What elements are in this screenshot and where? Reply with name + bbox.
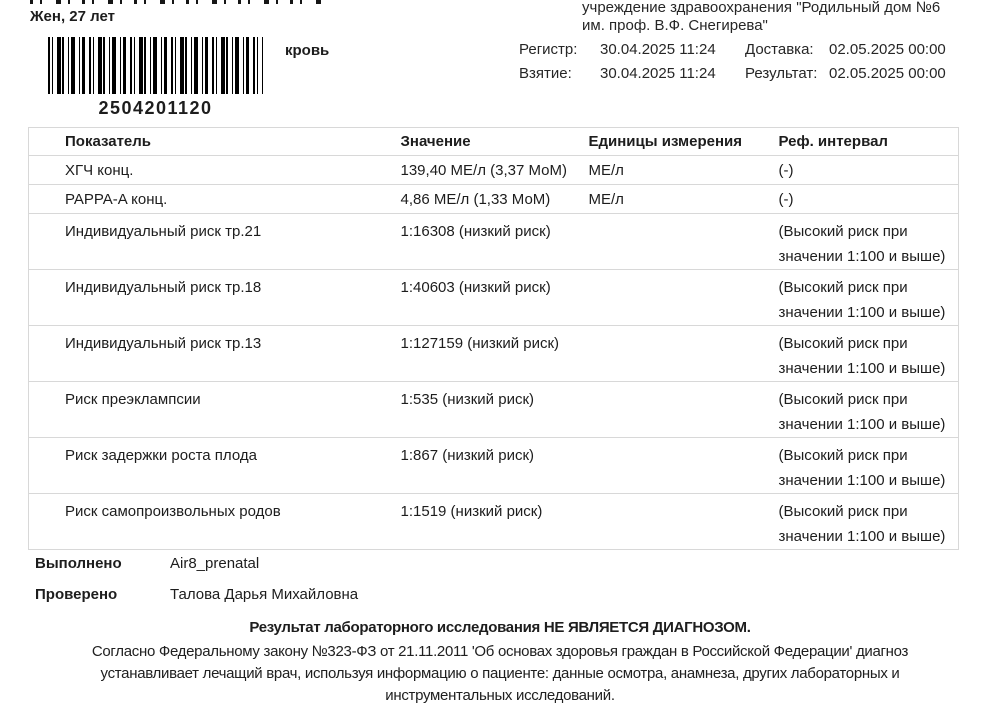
indicator-name-cell: Риск задержки роста плода [65, 447, 257, 464]
ref-interval-cell: (-) [778, 190, 794, 208]
performed-label: Выполнено [35, 555, 122, 572]
clipped-patient-name [30, 0, 325, 4]
indicator-name-cell: PAPPA-A конц. [65, 190, 168, 208]
patient-sex-age: Жен, 27 лет [30, 8, 115, 25]
collection-date-label: Взятие: [519, 65, 572, 82]
ref-interval-cell: (-) [778, 161, 794, 179]
performed-row [35, 554, 358, 574]
barcode-number: 2504201120 [98, 98, 213, 118]
ref-interval-cell: (Высокий риск при значении 1:100 и выше) [778, 391, 946, 433]
disclaimer-headline: Результат лабораторного исследования НЕ ЯВЛЯЕТСЯ ДИАГНОЗОМ. [249, 619, 751, 636]
ref-interval-cell: (Высокий риск при значении 1:100 и выше) [778, 279, 946, 321]
dates-block [519, 41, 969, 82]
value-cell: 1:16308 (низкий риск) [400, 223, 551, 240]
indicator-name-cell: Индивидуальный риск тр.13 [65, 335, 262, 352]
table-row [29, 185, 959, 214]
checked-value: Талова Дарья Михайловна [170, 586, 359, 603]
result-date-value: 02.05.2025 00:00 [829, 65, 946, 82]
column-header-units: Единицы измерения [588, 133, 743, 150]
unit-cell [589, 270, 779, 326]
indicator-name-cell: Индивидуальный риск тр.18 [65, 279, 262, 296]
unit-cell: МЕ/л [588, 190, 624, 208]
ref-interval-cell: (Высокий риск при значении 1:100 и выше) [778, 503, 946, 545]
register-date-value: 30.04.2025 11:24 [600, 41, 716, 58]
table-row [29, 214, 959, 270]
value-cell: 139,40 МЕ/л (3,37 МоМ) [400, 161, 567, 179]
unit-cell [589, 214, 779, 270]
unit-cell [589, 438, 779, 494]
unit-cell [589, 382, 779, 438]
signoff-block [35, 554, 358, 616]
unit-cell [589, 326, 779, 382]
indicator-name-cell: ХГЧ конц. [65, 161, 134, 179]
disclaimer-body: Согласно Федеральному закону №323-ФЗ от 21.11.2011 'Об основах здоровья граждан в Российской Федерации' диагноз устанавливает лечащий врач, используя информацию о пациенте: данные осмотра, анамнеза, других лабораторных и инструментальных исследований. [91, 643, 909, 704]
result-date-label: Результат: [745, 65, 818, 82]
delivery-date-value: 02.05.2025 00:00 [829, 41, 946, 58]
table-row [29, 382, 959, 438]
checked-label: Проверено [35, 586, 118, 603]
specimen-material-label: кровь [285, 42, 330, 59]
register-date-label: Регистр: [519, 41, 578, 58]
ref-interval-cell: (Высокий риск при значении 1:100 и выше) [778, 223, 946, 265]
unit-cell [589, 494, 779, 550]
indicator-name-cell: Индивидуальный риск тр.21 [65, 223, 262, 240]
barcode [48, 37, 263, 94]
value-cell: 1:1519 (низкий риск) [400, 503, 543, 520]
table-row [29, 156, 959, 185]
table-row [29, 438, 959, 494]
value-cell: 1:40603 (низкий риск) [400, 279, 551, 296]
collection-date-value: 30.04.2025 11:24 [600, 65, 716, 82]
performed-value: Air8_prenatal [170, 555, 260, 572]
facility-name [582, 0, 940, 35]
delivery-date-label: Доставка: [745, 41, 814, 58]
value-cell: 1:127159 (низкий риск) [400, 335, 560, 352]
unit-cell: МЕ/л [588, 161, 624, 179]
indicator-name-cell: Риск преэклампсии [65, 391, 201, 408]
facility-name-line2: им. проф. В.Ф. Снегирева" [582, 17, 768, 34]
table-row [29, 270, 959, 326]
ref-interval-cell: (Высокий риск при значении 1:100 и выше) [778, 447, 946, 489]
value-cell: 1:867 (низкий риск) [400, 447, 535, 464]
checked-row [35, 585, 358, 605]
column-header-value: Значение [400, 133, 471, 150]
column-header-indicator: Показатель [65, 133, 152, 150]
column-header-ref-interval: Реф. интервал [778, 133, 888, 150]
table-row [29, 326, 959, 382]
table-header-row [29, 128, 959, 156]
table-row [29, 494, 959, 550]
results-table [28, 127, 959, 550]
ref-interval-cell: (Высокий риск при значении 1:100 и выше) [778, 335, 946, 377]
value-cell: 1:535 (низкий риск) [400, 391, 535, 408]
indicator-name-cell: Риск самопроизвольных родов [65, 503, 281, 520]
value-cell: 4,86 МЕ/л (1,33 МоМ) [400, 190, 551, 208]
facility-name-line1: учреждение здравоохранения "Родильный дом №6 [582, 0, 941, 16]
